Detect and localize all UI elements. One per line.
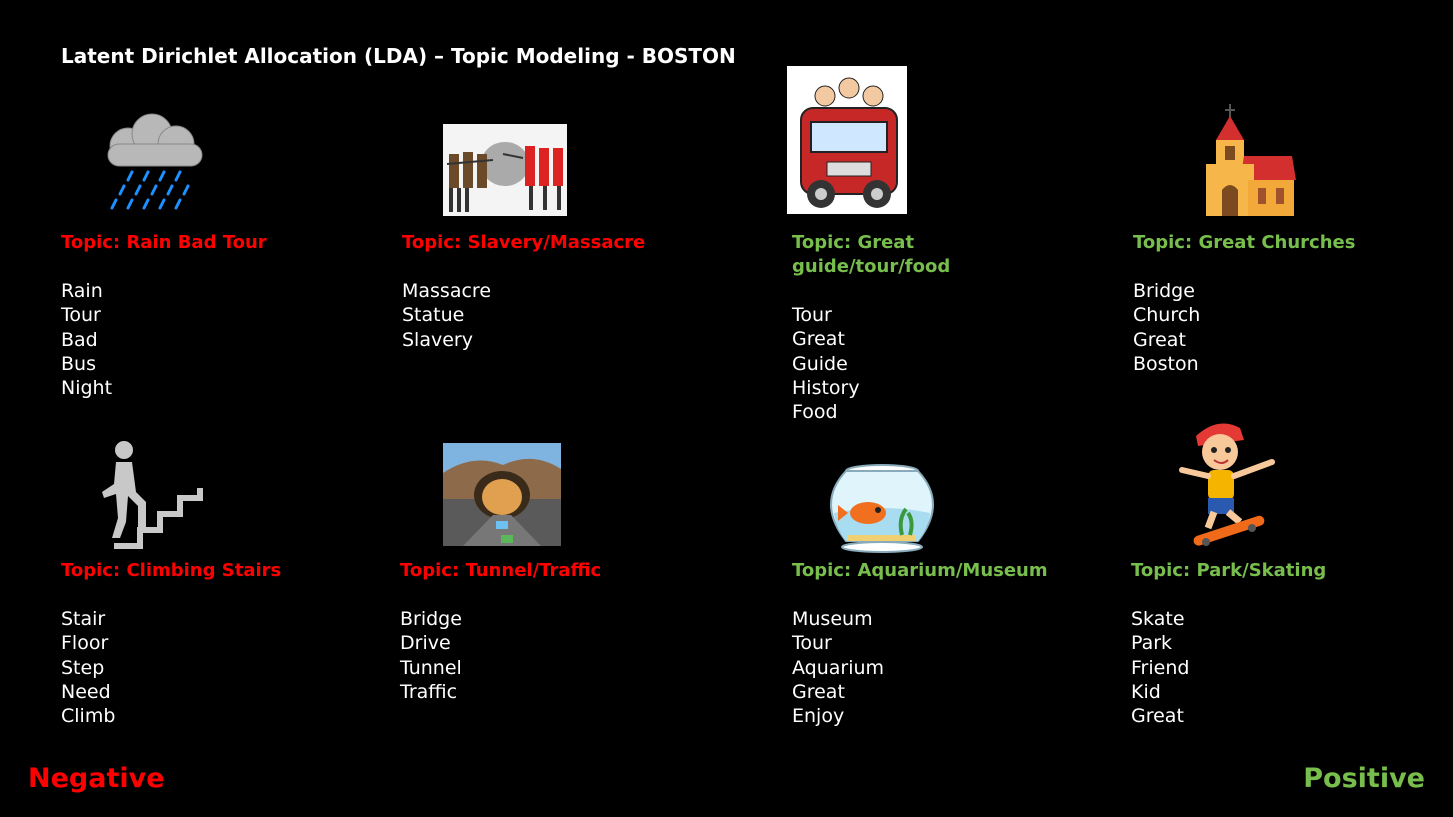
- topic-great-churches: [1133, 231, 1433, 376]
- topic-word: Slavery: [402, 328, 473, 351]
- topic-word: Guide: [792, 352, 848, 375]
- topic-word: Need: [61, 680, 111, 703]
- topic-title: Topic: Park/Skating: [1131, 560, 1327, 581]
- topic-title: Topic: Great Churches: [1133, 232, 1356, 253]
- topic-word: Step: [61, 656, 105, 679]
- topic-word: Great: [1131, 705, 1184, 728]
- topic-title: Topic: Slavery/Massacre: [402, 232, 646, 253]
- topic-word: Great: [1133, 328, 1186, 351]
- topic-word: Massacre: [402, 280, 492, 302]
- topic-word: Skate: [1131, 608, 1185, 630]
- topic-word: Boston: [1133, 352, 1199, 375]
- topic-word: Bus: [61, 352, 96, 375]
- topic-word: Traffic: [400, 680, 458, 703]
- topic-word: Drive: [400, 632, 451, 655]
- topic-word: Climb: [61, 705, 116, 728]
- massacre-illustration: [443, 124, 567, 216]
- topic-word-list: [1131, 607, 1431, 728]
- topic-word: Tunnel: [400, 656, 462, 679]
- topic-word: Night: [61, 377, 113, 400]
- topic-title: Topic: Tunnel/Traffic: [400, 560, 602, 581]
- legend-positive: Positive: [1303, 763, 1425, 794]
- topic-word: Tour: [792, 304, 832, 326]
- skater-kid-icon: [1178, 416, 1278, 550]
- stairs-climber-icon: [98, 438, 206, 550]
- fishbowl-icon: [822, 463, 942, 553]
- topic-slavery-massacre: [402, 231, 702, 352]
- topic-tunnel-traffic: [400, 559, 700, 704]
- topic-word: Statue: [402, 304, 465, 327]
- page-title: Latent Dirichlet Allocation (LDA) – Topic Modeling - BOSTON: [61, 44, 736, 68]
- rain-cloud-icon: [100, 112, 206, 216]
- topic-word: Enjoy: [792, 705, 845, 728]
- topic-word: Tour: [61, 304, 101, 327]
- topic-word: Great: [792, 328, 845, 351]
- topic-word-list: [61, 607, 361, 728]
- topic-word: Kid: [1131, 680, 1161, 703]
- topic-word-list: [792, 607, 1092, 728]
- topic-word-list: [1133, 279, 1433, 376]
- topic-word-list: [400, 607, 700, 704]
- topic-word: Floor: [61, 632, 109, 655]
- topic-word: Friend: [1131, 656, 1190, 679]
- topic-word: Rain: [61, 280, 103, 302]
- topic-climbing-stairs: [61, 559, 361, 728]
- topic-word: Church: [1133, 304, 1201, 327]
- topic-word-list: [792, 303, 982, 424]
- topic-word: Bridge: [1133, 280, 1195, 302]
- topic-great-guide-tour-food: [792, 231, 982, 424]
- topic-title: Topic: Aquarium/Museum: [792, 560, 1048, 581]
- tunnel-icon: [443, 443, 561, 546]
- topic-word-list: [61, 279, 361, 400]
- topic-title: Topic: Climbing Stairs: [61, 560, 282, 581]
- topic-title: Topic: Rain Bad Tour: [61, 232, 267, 253]
- topic-word: Park: [1131, 632, 1173, 655]
- topic-word: Museum: [792, 608, 873, 630]
- topic-rain-bad-tour: [61, 231, 361, 400]
- topic-word: Tour: [792, 632, 832, 655]
- tour-bus-icon: [787, 66, 907, 214]
- topic-word: History: [792, 376, 860, 399]
- topic-word: Food: [792, 401, 838, 424]
- topic-word: Aquarium: [792, 656, 885, 679]
- topic-word: Bad: [61, 328, 98, 351]
- topic-title: Topic: Great guide/tour/food: [792, 232, 951, 277]
- legend-negative: Negative: [28, 763, 165, 794]
- topic-park-skating: [1131, 559, 1431, 728]
- topic-aquarium-museum: [792, 559, 1092, 728]
- topic-word: Great: [792, 680, 845, 703]
- topic-word: Stair: [61, 608, 106, 630]
- topic-word-list: [402, 279, 702, 352]
- topic-word: Bridge: [400, 608, 462, 630]
- church-icon: [1188, 104, 1300, 218]
